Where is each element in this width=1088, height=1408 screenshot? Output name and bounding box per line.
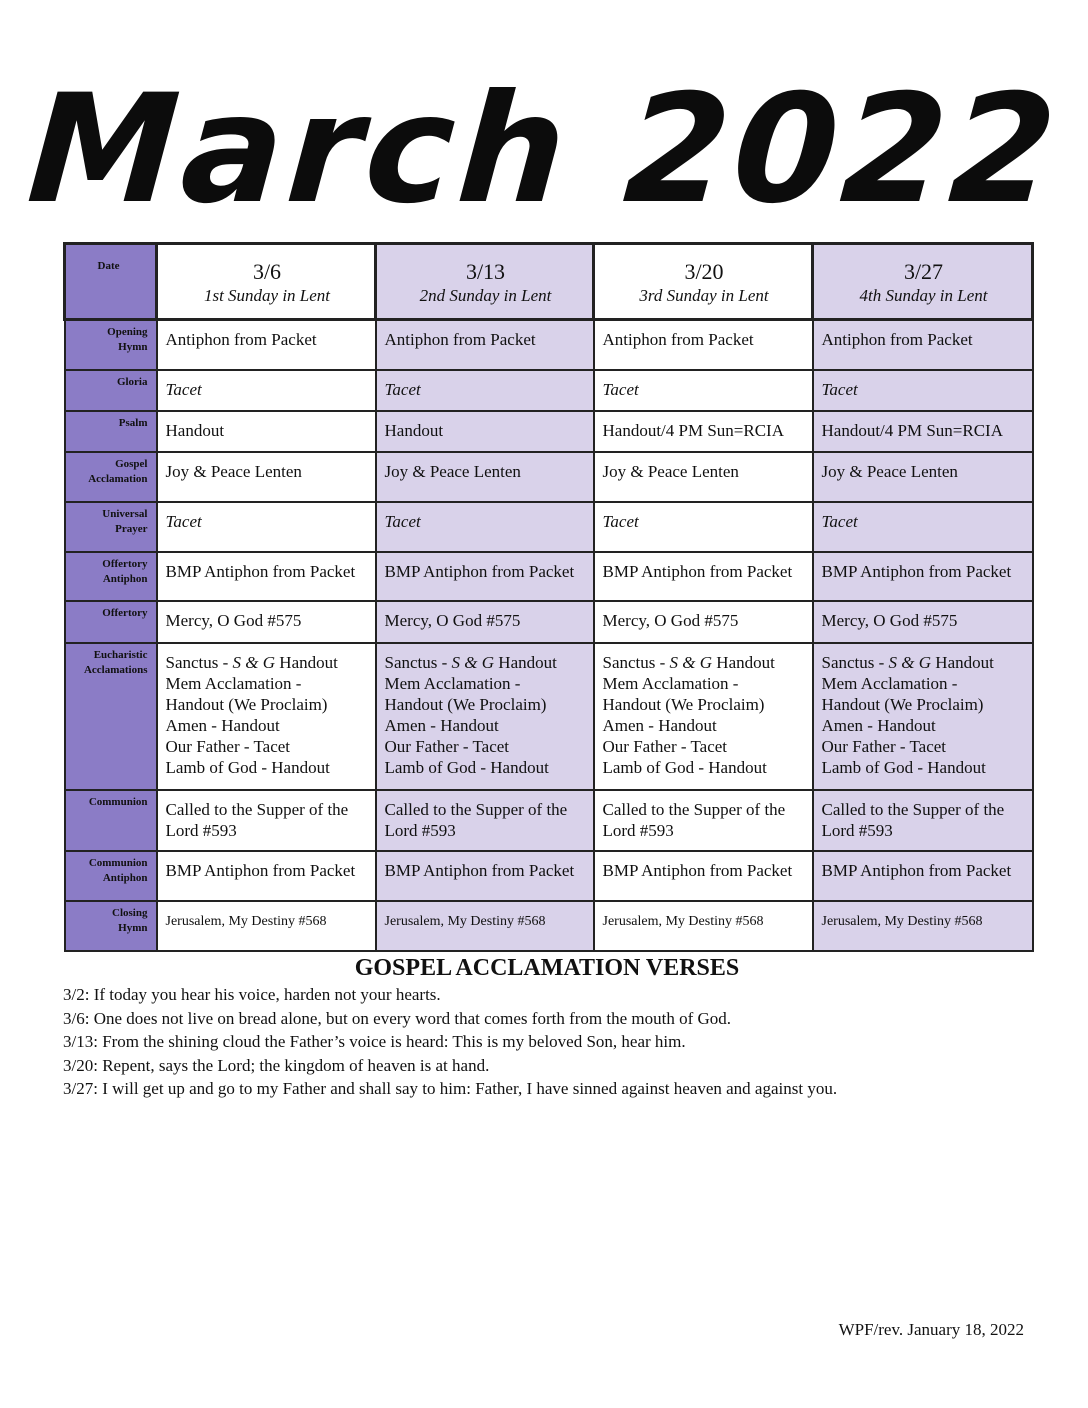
- date-row: [65, 244, 1033, 320]
- row-label: Gospel Acclamation: [65, 452, 157, 502]
- table-cell: Antiphon from Packet: [594, 320, 813, 370]
- table-cell: Joy & Peace Lenten: [157, 452, 376, 502]
- table-cell: Called to the Supper of the Lord #593: [376, 790, 594, 851]
- table-cell: Called to the Supper of the Lord #593: [594, 790, 813, 851]
- gloria-row: [65, 370, 1033, 411]
- closing-hymn-row: [65, 901, 1033, 951]
- table-cell: Jerusalem, My Destiny #568: [594, 901, 813, 951]
- table-cell: Tacet: [594, 370, 813, 411]
- verses-heading: GOSPEL ACCLAMATION VERSES: [354, 955, 740, 981]
- table-cell: BMP Antiphon from Packet: [594, 851, 813, 901]
- table-cell: Tacet: [157, 502, 376, 552]
- table-cell: BMP Antiphon from Packet: [594, 552, 813, 601]
- row-label: Universal Prayer: [65, 502, 157, 552]
- opening-hymn-row: [65, 320, 1033, 370]
- table-cell: Joy & Peace Lenten: [376, 452, 594, 502]
- schedule-table: [63, 242, 1034, 952]
- table-cell: Handout: [376, 411, 594, 452]
- verse-line: 3/13: From the shining cloud the Father’s voice is heard: This is my beloved Son, hear him.: [63, 1032, 686, 1051]
- psalm-row: [65, 411, 1033, 452]
- table-cell: Mercy, O God #575: [594, 601, 813, 643]
- verse-line: 3/2: If today you hear his voice, harden not your hearts.: [63, 985, 441, 1004]
- table-cell: Handout/4 PM Sun=RCIA: [813, 411, 1033, 452]
- row-label: Communion: [65, 790, 157, 851]
- table-cell: Sanctus - S & G Handout Mem Acclamation - Handout (We Proclaim) Amen - Handout Our Father - Tacet Lamb of God - Handout: [376, 643, 594, 790]
- table-cell: BMP Antiphon from Packet: [157, 851, 376, 901]
- table-cell: Antiphon from Packet: [813, 320, 1033, 370]
- page-title: March 2022: [22, 63, 1066, 237]
- table-cell: Jerusalem, My Destiny #568: [376, 901, 594, 951]
- table-cell: Antiphon from Packet: [376, 320, 594, 370]
- table-cell: Called to the Supper of the Lord #593: [813, 790, 1033, 851]
- date-cell: 3/20 3rd Sunday in Lent: [594, 244, 813, 320]
- table-cell: Tacet: [376, 502, 594, 552]
- revision-footer: WPF/rev. January 18, 2022: [838, 1320, 1024, 1339]
- table-cell: Sanctus - S & G Handout Mem Acclamation - Handout (We Proclaim) Amen - Handout Our Father - Tacet Lamb of God - Handout: [813, 643, 1033, 790]
- date-cell: 3/13 2nd Sunday in Lent: [376, 244, 594, 320]
- table-cell: Mercy, O God #575: [157, 601, 376, 643]
- table-cell: Handout/4 PM Sun=RCIA: [594, 411, 813, 452]
- table-cell: BMP Antiphon from Packet: [157, 552, 376, 601]
- universal-prayer-row: [65, 502, 1033, 552]
- row-label: Gloria: [65, 370, 157, 411]
- table-cell: Jerusalem, My Destiny #568: [157, 901, 376, 951]
- table-cell: Handout: [157, 411, 376, 452]
- row-label: Closing Hymn: [65, 901, 157, 951]
- table-cell: Antiphon from Packet: [157, 320, 376, 370]
- date-label: Date: [65, 244, 157, 320]
- table-cell: Joy & Peace Lenten: [813, 452, 1033, 502]
- date-cell: 3/27 4th Sunday in Lent: [813, 244, 1033, 320]
- row-label: Offertory: [65, 601, 157, 643]
- table-cell: Joy & Peace Lenten: [594, 452, 813, 502]
- offertory-antiphon-row: [65, 552, 1033, 601]
- table-cell: Sanctus - S & G Handout Mem Acclamation - Handout (We Proclaim) Amen - Handout Our Father - Tacet Lamb of God - Handout: [594, 643, 813, 790]
- gospel-verses-section: [63, 953, 1031, 1101]
- verse-line: 3/20: Repent, says the Lord; the kingdom of heaven is at hand.: [63, 1055, 490, 1075]
- eucharistic-acclamations-row: [65, 643, 1033, 790]
- gospel-acclamation-row: [65, 452, 1033, 502]
- table-cell: Tacet: [594, 502, 813, 552]
- table-cell: Tacet: [813, 370, 1033, 411]
- table-cell: Mercy, O God #575: [376, 601, 594, 643]
- table-cell: Tacet: [813, 502, 1033, 552]
- table-cell: BMP Antiphon from Packet: [376, 552, 594, 601]
- row-label: Eucharistic Acclamations: [65, 643, 157, 790]
- table-cell: BMP Antiphon from Packet: [813, 851, 1033, 901]
- row-label: Communion Antiphon: [65, 851, 157, 901]
- offertory-row: [65, 601, 1033, 643]
- verse-line: 3/6: One does not live on bread alone, but on every word that comes forth from the mouth of God.: [63, 1008, 732, 1028]
- row-label: Psalm: [65, 411, 157, 452]
- verse-line: 3/27: I will get up and go to my Father and shall say to him: Father, I have sinned against heaven and against you.: [63, 1079, 838, 1098]
- table-cell: Sanctus - S & G Handout Mem Acclamation - Handout (We Proclaim) Amen - Handout Our Father - Tacet Lamb of God - Handout: [157, 643, 376, 790]
- row-label: Offertory Antiphon: [65, 552, 157, 601]
- table-cell: BMP Antiphon from Packet: [376, 851, 594, 901]
- table-cell: Tacet: [157, 370, 376, 411]
- date-cell: 3/6 1st Sunday in Lent: [157, 244, 376, 320]
- row-label: Opening Hymn: [65, 320, 157, 370]
- table-cell: Called to the Supper of the Lord #593: [157, 790, 376, 851]
- communion-antiphon-row: [65, 851, 1033, 901]
- table-cell: Mercy, O God #575: [813, 601, 1033, 643]
- communion-row: [65, 790, 1033, 851]
- table-cell: Tacet: [376, 370, 594, 411]
- table-cell: BMP Antiphon from Packet: [813, 552, 1033, 601]
- table-cell: Jerusalem, My Destiny #568: [813, 901, 1033, 951]
